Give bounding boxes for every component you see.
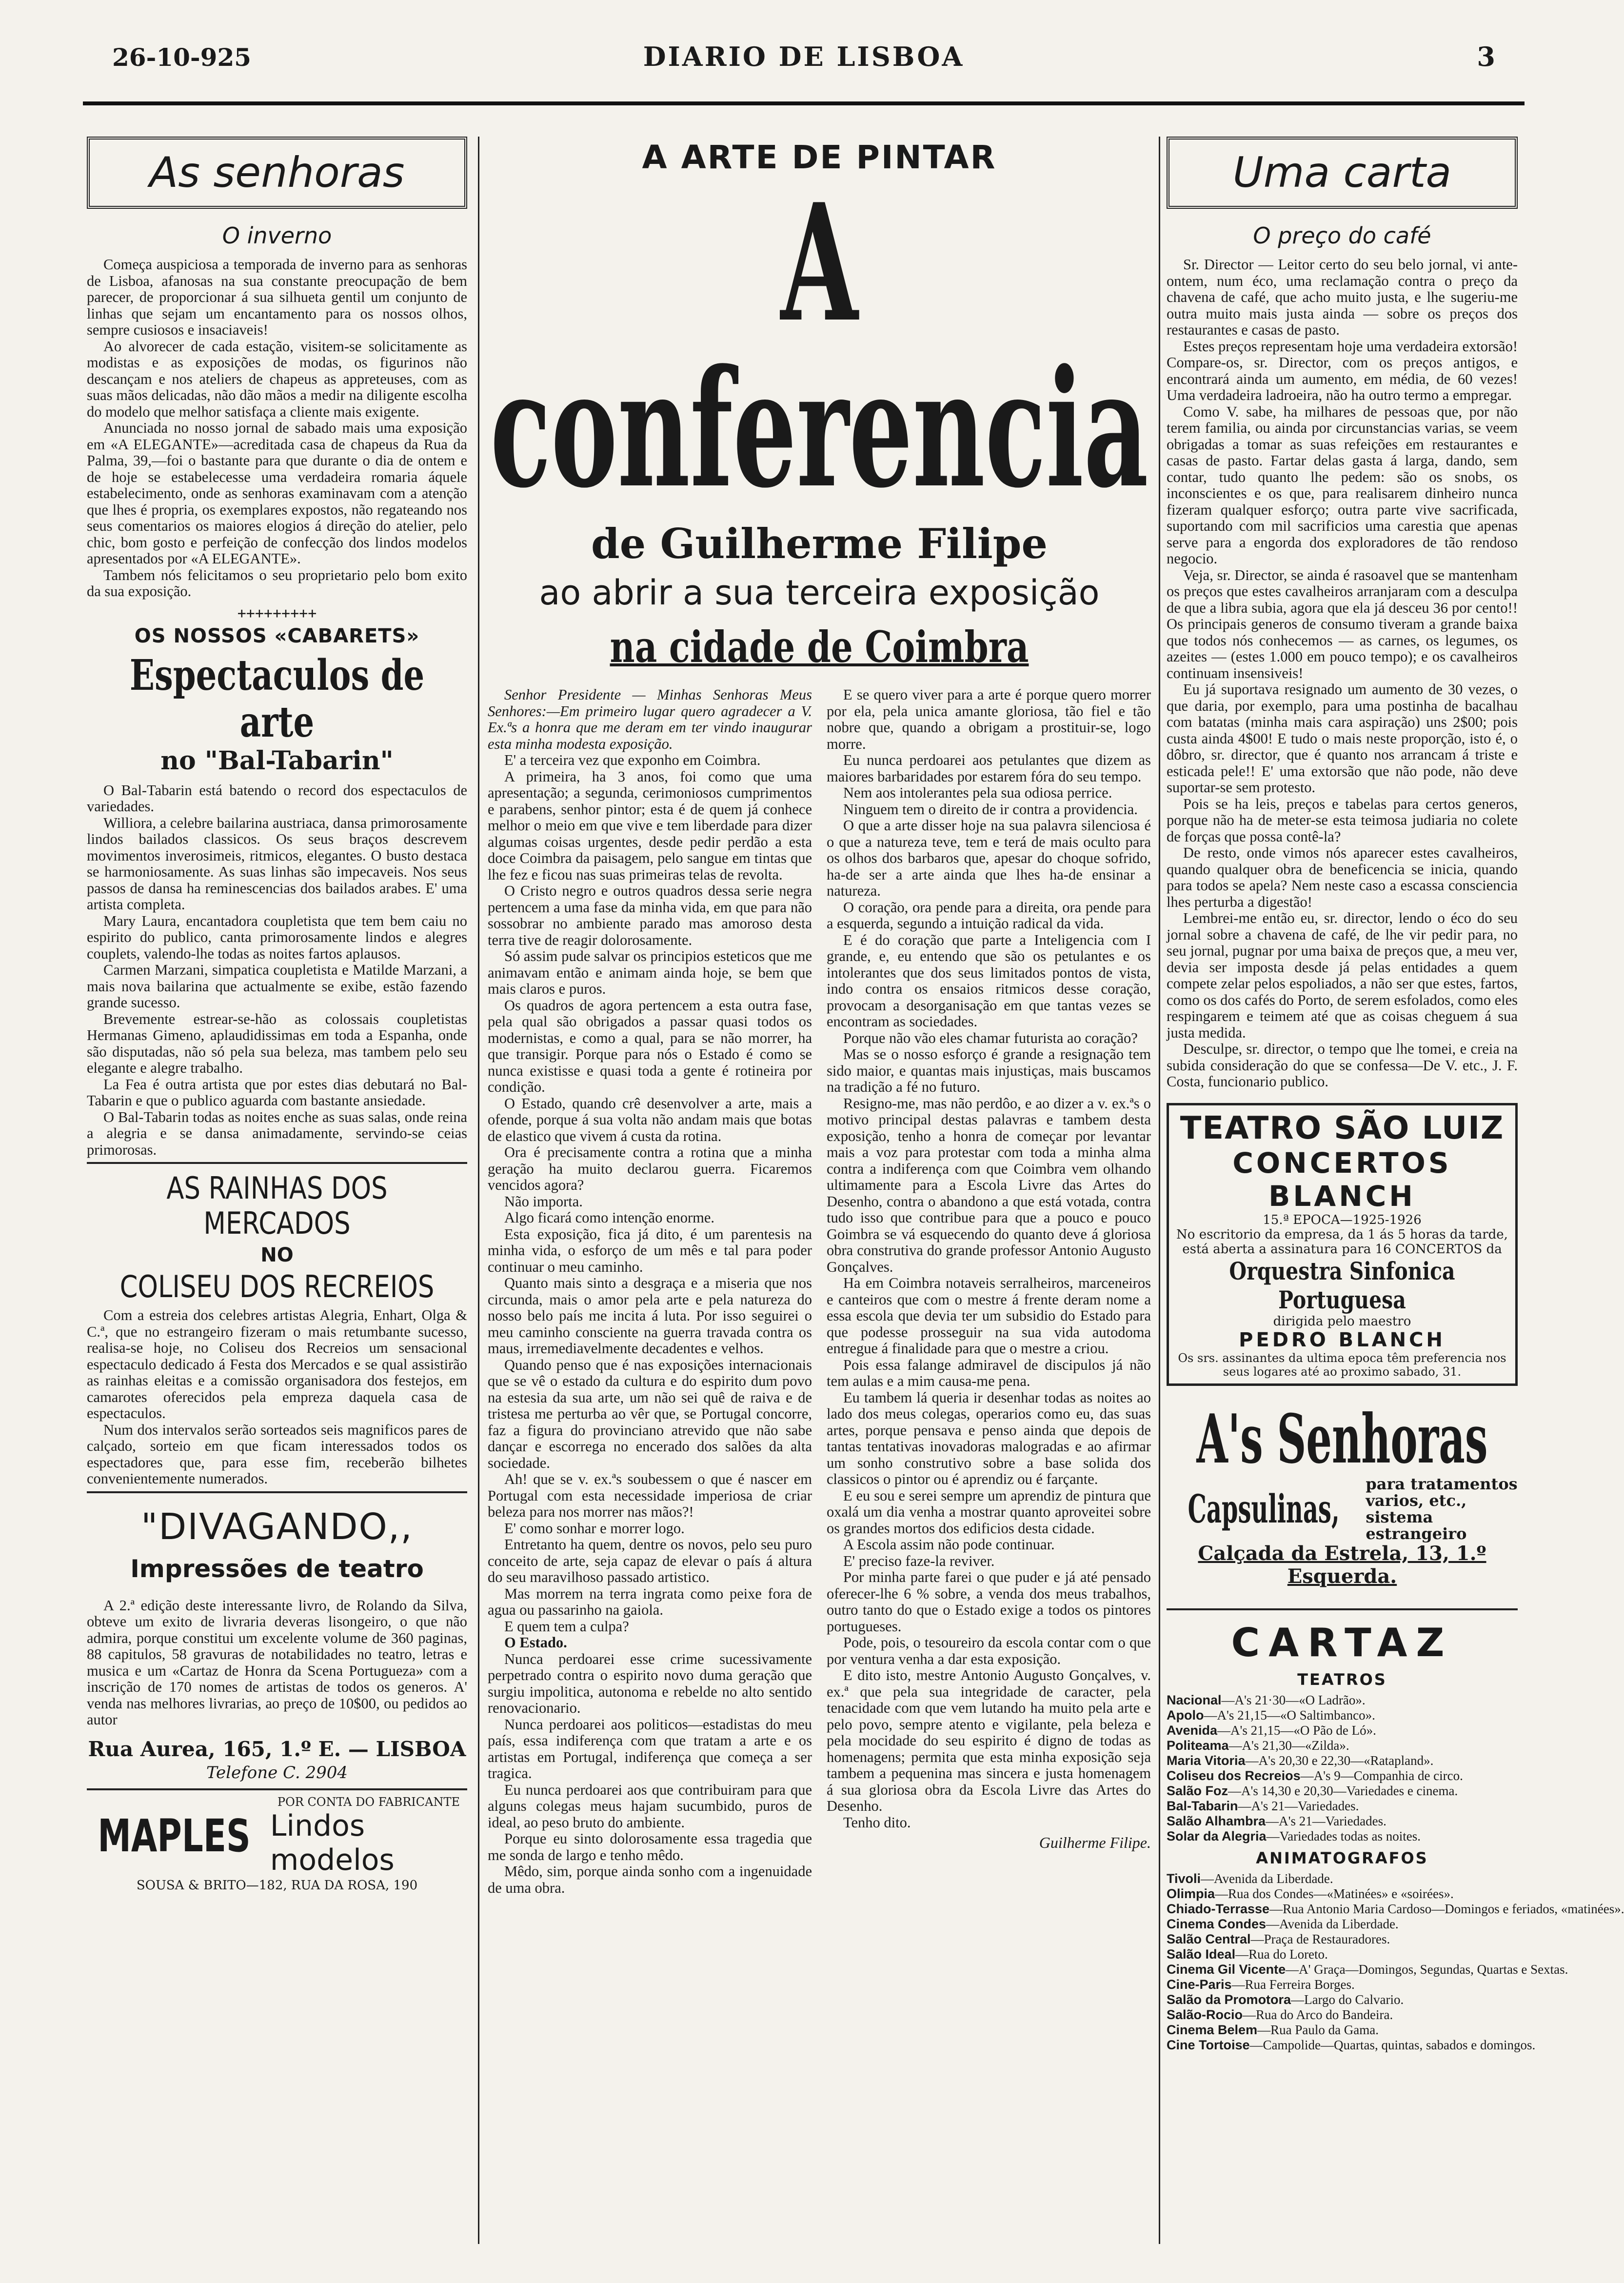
ad-subheadline: Impressões de teatro (130, 1554, 424, 1583)
paragraph: La Fea é outra artista que por estes dias debutará no Bal-Tabarin e que o publico aguarda com bastante ansiedade. (87, 1076, 467, 1109)
paragraph: Eu já suportava resignado um aumento de 30 vezes, o que daria, por exemplo, para uma postinha de bacalhau com batatas (minha mais cara aspiração) uns 2$00; pois custa ainda 4$00! E tudo o mais neste proporção, isto é, o dôbro, sr. director, que é quanto nos arrancam á triste e esticada pele!! E' uma extorsão que não pode, não deve suportar-se sem protesto. (1167, 681, 1518, 796)
ad-director-label: dirigida pelo maestro (1273, 1314, 1411, 1329)
article-body (87, 257, 467, 600)
paragraph: Tenho dito. (843, 1814, 911, 1831)
paragraph: Tambem nós felicitamos o seu proprietario pelo bom exito da sua exposição. (87, 566, 467, 600)
paragraph: Ninguem tem o direito de ir contra a providencia. (843, 801, 1138, 818)
page-number: 3 (1477, 41, 1495, 72)
paragraph: Quando penso que é nas exposições internacionais que se vê o estado da cultura e do espirito dum povo na estesia da sua arte, um não sei quê de raiva e de tristesa me perturba ao vêr que, se Portugal concorre, faz a figura do provinciano atrevido que não sabe dançar e escorrega no encerado dos salões da alta sociedade. (488, 1356, 812, 1471)
listing-item: Maria Vitoria—A's 20,30 e 22,30—«Ratapland». (1167, 1753, 1434, 1768)
article-body (87, 1307, 467, 1487)
article-subheadline: ao abrir a sua terceira exposição (539, 573, 1100, 613)
article-signature: Guilherme Filipe. (1039, 1834, 1151, 1851)
paragraph: O que a arte disser hoje na sua palavra silenciosa é o que a natureza teve, tem e terá de mais oculto para os olhos dos barbaros que, apesar do choque sofrido, ha-de ser a arte ainda que lhes ha-de ensinar a natureza. (827, 817, 1151, 899)
paragraph: Mary Laura, encantadora coupletista que tem bem caiu no espirito do publico, canta primorosamente lindos e alegres couplets, valendo-lhe todas as noites fartos aplausos. (87, 912, 467, 962)
article-text-column (827, 687, 1151, 1896)
paragraph: Entretanto ha quem, dentre os novos, pelo seu puro conceito de arte, seja capaz de elevar o país á altura do seu maravilhoso passado artistico. (488, 1536, 812, 1585)
listing-item: Politeama—A's 21,30—«Zilda». (1167, 1738, 1349, 1753)
paragraph: Anunciada no nosso jornal de sabado mais uma exposição em «A ELEGANTE»—acreditada casa de chapeus da Rua da Palma, 39,—foi o bastante para que durante o dia de ontem e de hoje se estabelecesse uma verdadeira romaria áquele estabelecimento, onde as senhoras examinavam com a atenção que lhes é propria, os exemplares expostos, não regateando nos seus comentarios os maiores elogios á direção do atelier, pelo chic, bom gosto e perfeição de confecção dos lindos modelos apresentados por «A ELEGANTE». (87, 420, 467, 567)
listing-item: Salão-Rocio—Rua do Arco do Bandeira. (1167, 2007, 1393, 2022)
senhoras-ad (1167, 1399, 1518, 1588)
paragraph: Algo ficará como intenção enorme. (504, 1209, 715, 1226)
listing-item: Salão Alhambra—A's 21—Variedades. (1167, 1813, 1386, 1828)
paragraph: E' como sonhar e morrer logo. (504, 1520, 685, 1537)
paragraph: Pois se ha leis, preços e tabelas para certos generos, porque não ha de meter-se esta teimosa judiaria no colete de forças que possa contê-la? (1167, 795, 1518, 845)
ad-concertos: CONCERTOS BLANCH (1232, 1146, 1452, 1213)
paragraph: Como V. sabe, ha milhares de pessoas que, por não terem familia, ou ainda por circunstancias varias, se veem obrigadas a tomar as suas refeições em restaurantes e casas de pasto. Fartar delas gasta á larga, dando, sem contar, tudo quanto lhe pedem: são os snobs, os inconscientes e os que, para realisarem dinheiro nunca fizeram qualquer esforço; outra parte vive sacrificada, suportando com mil sacrificios uma carestia que apenas serve para a engorda dos exploradores de tão rendoso negocio. (1167, 403, 1518, 567)
article-headline: COLISEU DOS RECREIOS (119, 1269, 435, 1304)
paragraph: Só assim pude salvar os principios esteticos que me animavam então e animam ainda hoje, se bem que mais claros e puros. (488, 948, 812, 997)
listing-item: Coliseu dos Recreios—A's 9—Companhia de circo. (1167, 1768, 1463, 1783)
paragraph: Sr. Director — Leitor certo do seu belo jornal, vi ante-ontem, num éco, uma reclamação contra o preço da chavena de café, que acho muito justa, e lhe sugeriu-me outra muito mais justa ainda — sobre os preços dos restaurantes e casas de pasto. (1167, 256, 1518, 338)
listing-item: Nacional—A's 21·30—«O Ladrão». (1167, 1692, 1366, 1707)
separator: +++++++++ (237, 604, 317, 622)
paragraph: Carmen Marzani, simpatica coupletista e Matilde Marzani, a mais nova bailarina que actualmente se exibe, estão fazendo grande sucesso. (87, 961, 467, 1011)
paragraph: O Estado, quando crê desenvolver a arte, mais a ofende, porque á sua volta não andam mais que botas de elastico que vivem á custa da rotina. (488, 1095, 812, 1144)
ad-telephone: Telefone C. 2904 (206, 1762, 348, 1782)
paragraph: Nunca perdoarei esse crime sucessivamente perpetrado contra o espirito novo duma geração que surgiu impolitica, autonoma e rebelde no alto sentido renovacionario. (488, 1650, 812, 1716)
article-subheadline: no "Bal-Tabarin" (160, 745, 394, 776)
listing-item: Cinema Belem—Rua Paulo da Gama. (1167, 2022, 1379, 2037)
paragraph: E quem tem a culpa? (504, 1618, 629, 1635)
listing-item: Cinema Gil Vicente—A' Graça—Domingos, Segundas, Quartas e Sextas. (1167, 1962, 1568, 1977)
paragraph: De resto, onde vimos nós aparecer estes cavalheiros, quando qualquer obra de beneficencia se inicia, quando para todos se apela? Nem neste caso a escassa consciencia lhes perturba a digestão! (1167, 844, 1518, 910)
paragraph: Eu nunca perdoarei aos petulantes que dizem as maiores barbaridades por estarem fóra do seu tempo. (827, 752, 1151, 785)
listing-item: Salão da Promotora—Largo do Calvario. (1167, 1992, 1404, 2007)
paragraph: E se quero viver para a arte é porque quero morrer por ela, pela unica amante gloriosa, tão fiel e tão nobre que, quando a obrigam a prostituir-se, logo morre. (827, 686, 1151, 752)
article-byline: de Guilherme Filipe (591, 520, 1048, 568)
article-location: na cidade de Coimbra (610, 621, 1029, 672)
middle-column (488, 137, 1151, 1898)
paragraph: Por minha parte farei o que puder e já até pensado oferecer-lhe 6 % sobre, a venda dos meus trabalhos, outro tanto do que o Estado exige a todos os pintores portugueses. (827, 1569, 1151, 1635)
paragraph: O Cristo negro e outros quadros dessa serie negra pertencem a uma fase da minha vida, em que para não sossobrar no ambiente parado mas amoroso desta terra tive de reagir dolorosamente. (488, 882, 812, 948)
animatografos-heading: ANIMATOGRAFOS (1256, 1848, 1428, 1867)
paragraph: Ha em Coimbra notaveis serralheiros, marceneiros e canteiros que com o mestre á frente deram nome a essa escola que devia ter um subsidio do Estado para que podesse prosseguir na sua vida autodoma entregue á finalidade para que o mestre a criou. (827, 1275, 1151, 1357)
listing-item: Solar da Alegria—Variedades todas as noites. (1167, 1828, 1421, 1843)
article-subtitle: O inverno (222, 222, 332, 249)
paragraph: Mêdo, sim, porque ainda sonho com a ingenuidade de uma obra. (488, 1863, 812, 1896)
teatros-list (1167, 1693, 1518, 1844)
masthead-title: DIARIO DE LISBOA (643, 41, 965, 72)
ad-address: Calçada da Estrela, 13, 1.º Esquerda. (1198, 1542, 1486, 1588)
paragraph: O Bal-Tabarin todas as noites enche as suas salas, onde reina a alegria e se dansa animadamente, servindo-se ceias primorosas. (87, 1108, 467, 1158)
ad-footnote: Os srs. assinantes da ultima epoca têm preferencia nos seus logares até ao proximo sabado, 31. (1178, 1351, 1506, 1379)
article-text-column (488, 687, 812, 1896)
paragraph: Desculpe, sr. director, o tempo que lhe tomei, e creia na subida consideração do que se confessa—De V. etc., J. F. Costa, funcionario publico. (1167, 1041, 1518, 1090)
paragraph: E é do coração que parte a Inteligencia com I grande, e, eu entendo que são os petulantes e os intolerantes que dos seus limitados pontos de vista, indo contra os ensaios ritmicos desse coração, provocam a desorganisação em que tantas vezes se encontram as sociedades. (827, 931, 1151, 1030)
paragraph: Esta exposição, fica já dito, é um parentesis na minha vida, o esforço de um mês e tal para poder continuar o meu caminho. (488, 1225, 812, 1275)
paragraph: Resigno-me, mas não perdôo, e ao dizer a v. ex.ªs o motivo principal destas palavras e tambem desta exposição, tenho a honra de começar por levantar mais a voz para protestar com toda a minha alma contra a indiferença com que Coimbra vem olhando ultimamente para a Escola Livre das Artes do Desenho, contra o abandono a que está votada, contra tudo isso que contribue para que a pouco e pouco Goimbra se vá esquecendo do quanto deve á gloriosa obra construtiva do grande professor Antonio Augusto Gonçalves. (827, 1095, 1151, 1275)
listing-item: Cine-Paris—Rua Ferreira Borges. (1167, 1977, 1355, 1992)
paragraph: E dito isto, mestre Antonio Augusto Gonçalves, v. ex.ª que pela sua integridade de caracter, pela tenacidade com que vem lutando ha muito pela arte e pelo povo, sempre atento e vigilante, pela beleza e pela mocidade do seu espirito é digno de todas as homenagens; permita que esta minha exposição seja tambem a pequenina mas sincera e justa homenagem á sua gloriosa obra da Escola Livre das Artes do Desenho. (827, 1667, 1151, 1814)
ad-address: Rua Aurea, 165, 1.º E. — LISBOA (88, 1737, 466, 1761)
listing-item: Cinema Condes—Avenida da Liberdade. (1167, 1916, 1399, 1931)
paragraph: Veja, sr. Director, se ainda é rasoavel que se mantenham os preços que estes cavalheiros arranjaram com a desculpa de que a libra subia, agora que ela já desceu 36 por cento!! Os principais generos de consumo tiveram a grande baixa que todos nós conhecemos — as carnes, os legumes, os azeites — (estes 1.000 em pouco tempo); e os cavalheiros continuam insensiveis! (1167, 566, 1518, 681)
listing-item: Cine Tortoise—Campolide—Quartas, quintas, sabados e domingos. (1167, 2037, 1536, 2052)
maples-ad (87, 1788, 467, 1877)
article-kicker: A ARTE DE PINTAR (642, 139, 997, 176)
paragraph: O coração, ora pende para a direita, ora pende para a esquerda, segundo a intuição radical da vida. (827, 899, 1151, 932)
paragraph: Senhor Presidente — Minhas Senhoras Meus Senhores:—Em primeiro lugar quero agradecer a V. Ex.ªs a honra que me deram em ter vindo inaugurar esta minha modesta exposição. (488, 686, 812, 752)
ad-headline: "DIVAGANDO,, (141, 1505, 413, 1548)
ad-title: TEATRO SÃO LUIZ (1180, 1110, 1505, 1146)
listing-item: Tivoli—Avenida da Liberdade. (1167, 1871, 1333, 1886)
paragraph: Pode, pois, o tesoureiro da escola contar com o que por ventura venha a dar esta exposição. (827, 1634, 1151, 1667)
paragraph: Num dos intervalos serão sorteados seis magnificos pares de calçado, sorteio em que ficam interessados todos os espectadores que, para esse fim, receberão bilhetes convenientemente numerados. (87, 1421, 467, 1487)
paragraph: E eu sou e serei sempre um aprendiz de pintura que oxalá um dia venha a mostrar quanto aproveitei sobre os grandes mortos dos edificios desta cidade. (827, 1487, 1151, 1537)
paragraph: A primeira, ha 3 anos, foi como que uma apresentação; a segunda, cerimoniosos cumprimentos e parabens, senhor pintor; esta é de quem já conhece melhor o meio em que vive e tem liberdade para dizer algumas coisas urgentes, desde pedir perdão a esta doce Coimbra da paisagem, pelo sangue em tintas que lhe fez e ficou nas suas primeiras telas de revolta. (488, 768, 812, 883)
article-columns (488, 687, 1151, 1898)
paragraph: O Bal-Tabarin está batendo o record dos espectaculos de variedades. (87, 781, 467, 815)
ad-product: Capsulinas, (1188, 1485, 1340, 1532)
ad-title: A's Senhoras (1196, 1399, 1488, 1479)
listing-item: Salão Central—Praça de Restauradores. (1167, 1931, 1390, 1946)
paragraph: E' preciso faze-la reviver. (843, 1552, 995, 1569)
ad-orchestra: Orquestra Sinfonica Portuguesa (1229, 1256, 1455, 1314)
paragraph: Mas morrem na terra ingrata como peixe fora de agua ou passarinho na gaiola. (488, 1585, 812, 1618)
section-title-box: As senhoras (87, 137, 467, 209)
divider (87, 1162, 467, 1164)
paragraph: Ah! que se v. ex.ªs soubessem o que é nascer em Portugal com esta necessidade imperiosa de criar beleza para nos morrer nas mãos?! (488, 1471, 812, 1520)
ad-body (87, 1598, 467, 1728)
paragraph: Nem aos intolerantes pela sua odiosa perrice. (843, 784, 1112, 801)
listing-item: Salão Ideal—Rua do Loreto. (1167, 1946, 1328, 1962)
listing-item: Avenida—A's 21,15—«O Pão de Ló». (1167, 1722, 1376, 1738)
paragraph: Brevemente estrear-se-hão as colossais coupletistas Hermanas Gimeno, aplaudidissimas em toda a Espanha, onde são disputadas, não só pela sua beleza, mas tambem pelo seu elegante e alegre trabalho. (87, 1010, 467, 1076)
paragraph: Pois essa falange admiravel de discipulos já não tem aulas e a mim causa-me pena. (827, 1356, 1151, 1389)
right-column (1167, 137, 1624, 2053)
ad-description: para tratamentos varios, etc., sistema estrangeiro (1366, 1474, 1518, 1543)
paragraph: Eu nunca perdoarei aos que contribuiram para que alguns colegas meus hajam sucumbido, puros de ideal, ao peso bruto do ambiente. (488, 1781, 812, 1831)
listing-item: Salão Foz—A's 14,30 e 20,30—Variedades e cinema. (1167, 1783, 1458, 1798)
animatografos-list (1167, 1871, 1624, 2053)
letter-body (1167, 257, 1518, 1090)
paragraph: Quanto mais sinto a desgraça e a miseria que nos circunda, mais o amor pela arte e pela natureza do nosso belo país me incita á luta. Por isso seguirei o meu caminho consciente na guerra travada contra os maus, irremediavelmente decadentes e velhos. (488, 1275, 812, 1357)
paragraph: Nunca perdoarei aos politicos—estadistas do meu país, essa indiferença com que tratam a arte e os artistas em Portugal, indiferença que começa a ser tragica. (488, 1716, 812, 1782)
section-heading: OS NOSSOS «CABARETS» (134, 624, 420, 647)
page-header (112, 43, 1495, 82)
maples-note: POR CONTA DO FABRICANTE (277, 1795, 460, 1809)
article-headline-connector: NO (260, 1244, 294, 1266)
article-headline: AS RAINHAS DOS MERCADOS (166, 1170, 388, 1241)
paragraph: Lembrei-me então eu, sr. director, lendo o éco do seu jornal sobre a chavena de café, de lhe vir pedir para, no seu jornal, pugnar por uma baixa de preços que, a meu ver, devia ser imposta desde já pelas entidades a quem compete zelar pelos espoliados, a não ser que estes, fartos, como os dos cafés do Porto, de serem esfolados, como eles respingarem e teimem até que as coisas cheguem á sua justa medida. (1167, 910, 1518, 1041)
paragraph: Eu tambem lá queria ir desenhar todas as noites ao lado dos meus colegas, operarios como eu, das suas artes, porque pensava e penso ainda que depois de tantas tentativas inovadoras malogradas e ao afirmar um sonho construtivo sobre a base solida dos classicos o pintor ou é aprendiz ou é farçante. (827, 1389, 1151, 1487)
paragraph: Porque não vão eles chamar futurista ao coração? (843, 1029, 1138, 1046)
article-subtitle: O preço do café (1253, 222, 1431, 249)
maples-slogan: Lindos modelos (270, 1808, 395, 1877)
article-body (87, 782, 467, 1159)
issue-date: 26-10-925 (112, 43, 252, 72)
article-headline: A conferencia (490, 168, 1149, 523)
ad-maestro: PEDRO BLANCH (1239, 1328, 1446, 1351)
paragraph: O Estado. (504, 1634, 567, 1651)
left-column (87, 137, 467, 1893)
maples-address: SOUSA & BRITO—182, RUA DA ROSA, 190 (136, 1878, 418, 1893)
divider (87, 1491, 467, 1493)
listing-item: Chiado-Terrasse—Rua Antonio Maria Cardoso—Domingos e feriados, «matinées». (1167, 1901, 1624, 1916)
teatros-heading: TEATROS (1297, 1670, 1387, 1689)
paragraph: Porque eu sinto dolorosamente essa tragedia que me sonda de largo e tenho mêdo. (488, 1830, 812, 1863)
paragraph: Williora, a celebre bailarina austriaca, dansa primorosamente lindos bailados classicos. Os seus braços descrevem movimentos inverosimeis, ritmicos, elegantes. O busto destaca se harmoniosamente. As suas linhas são impecaveis. Nos seus passos de dansa ha reminescencias dos bailados arabes. E' uma artista completa. (87, 814, 467, 913)
paragraph: E' a terceira vez que exponho em Coimbra. (504, 752, 761, 768)
cartaz-heading: CARTAZ (1167, 1608, 1518, 1665)
column-divider (478, 137, 479, 2244)
teatro-sao-luiz-ad (1167, 1103, 1518, 1386)
paragraph: Com a estreia dos celebres artistas Alegria, Enhart, Olga & C.ª, que no estrangeiro fizeram o mais retumbante sucesso, realisa-se hoje, no Coliseu dos Recreios um sensacional espectaculo dedicado á Festa dos Mercados e se qual assistirão as rainhas eleitas e a comissão organisadora dos festejos, em camarotes oferecidos pela empreza daquela casa de espectaculos. (87, 1307, 467, 1422)
paragraph: A Escola assim não pode continuar. (843, 1536, 1055, 1553)
listing-item: Apolo—A's 21,15—«O Saltimbanco». (1167, 1707, 1375, 1722)
paragraph: Começa auspiciosa a temporada de inverno para as senhoras de Lisboa, afanosas na sua constante preocupação de bem parecer, de proporcionar á sua silhueta gentil um conjunto de linhas que sejam um encantamento para os nossos olhos, sempre cusiosos e insaciaveis! (87, 256, 467, 338)
column-divider (1159, 137, 1160, 2244)
ad-info: No escritorio da empresa, da 1 ás 5 horas da tarde, está aberta a assinatura para 16 CONCERTOS da (1176, 1227, 1508, 1257)
listing-item: Olimpia—Rua dos Condes—«Matinées» e «soirées». (1167, 1886, 1454, 1901)
listing-item: Bal-Tabarin—A's 21—Variedades. (1167, 1798, 1359, 1813)
paragraph: Estes preços representam hoje uma verdadeira extorsão! Compare-os, sr. Director, com os preços antigos, e encontrará ainda um aumento, em média, de 60 vezes! Uma verdadeira ladroeira, não ha outro termo a empregar. (1167, 338, 1518, 403)
paragraph: A 2.ª edição deste interessante livro, de Rolando da Silva, obteve um exito de livraria deveras lisongeiro, o que não admira, porque constitui um excelente volume de 360 paginas, 88 capitulos, 58 gravuras de notabilidades no teatro, letras e musica e um «Cartaz de Honra da Scena Portugueza» com a inscrição de 170 nomes de artistas de todos os generos. A' venda nas melhores livrarias, ao preço de 10$00, ou pedidos ao autor (87, 1597, 467, 1728)
paragraph: Mas se o nosso esforço é grande a resignação tem sido maior, e quantas mais injustiças, mais buscamos na tradição a fé no futuro. (827, 1046, 1151, 1095)
paragraph: Ora é precisamente contra a rotina que a minha geração ha muito declarou guerra. Ficaremos vencidos agora? (488, 1144, 812, 1193)
header-rule (83, 101, 1525, 105)
ad-season: 15.ª EPOCA—1925-1926 (1263, 1212, 1422, 1227)
paragraph: Os quadros de agora pertencem a esta outra fase, pela qual são obrigados a passar quasi todos os modernistas, e como a qual, para se não morrer, ha que transigir. Porque para nós o Estado é como se nunca existisse e quasi toda a gente é rotineira por condição. (488, 997, 812, 1095)
section-title-box: Uma carta (1167, 137, 1518, 209)
paragraph: Não importa. (504, 1193, 583, 1210)
article-headline: Espectaculos de arte (129, 650, 425, 747)
paragraph: Ao alvorecer de cada estação, visitem-se solicitamente as modistas e as exposições de modas, os figurinos não descançam e nos ateliers de chapeus as appreteuses, com as suas mãos delicadas, não dão mãos a medir na diligente escolha do modelo que melhor satisfaça a cliente mais exigente. (87, 338, 467, 420)
maples-logo: MAPLES (98, 1810, 251, 1862)
